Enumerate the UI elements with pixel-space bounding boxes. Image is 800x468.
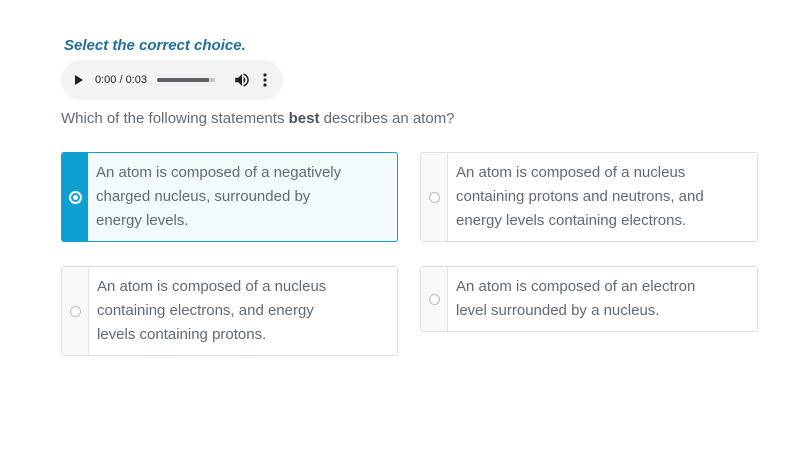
play-icon[interactable] [75,75,83,85]
choice-text-line: energy levels containing electrons. [456,212,687,229]
audio-progress-bar[interactable] [157,78,215,82]
question-suffix: describes an atom? [319,110,455,127]
choice-text [448,267,705,331]
choice-text-line: levels containing protons. [97,326,267,343]
radio-button[interactable] [70,306,81,317]
choice-option-3[interactable] [61,266,398,356]
choice-text-line: containing electrons, and energy [97,302,314,319]
radio-button[interactable] [429,192,440,203]
choice-gutter [421,267,448,331]
choice-text-line: charged nucleus, surrounded by [96,188,311,205]
choice-text-line: containing protons and neutrons, and [456,188,704,205]
choice-gutter [421,153,448,241]
choice-text-line: An atom is composed of an electron [456,278,696,295]
choice-text-line: An atom is composed of a negatively [96,164,342,181]
choice-gutter [62,153,88,241]
volume-icon[interactable] [233,71,251,89]
choice-gutter [62,267,89,355]
choice-text-line: An atom is composed of a nucleus [456,164,686,181]
choice-text [89,267,336,355]
choice-text-line: An atom is composed of a nucleus [97,278,327,295]
choice-text-line: energy levels. [96,212,189,229]
question-emphasis: best [288,110,320,127]
radio-button[interactable] [429,294,440,305]
question-prefix: Which of the following statements [61,110,289,127]
choice-option-1[interactable] [61,152,398,242]
choice-option-4[interactable] [420,266,758,332]
more-options-icon[interactable] [259,71,271,89]
question-text [61,110,455,127]
choice-text-line: level surrounded by a nucleus. [456,302,660,319]
choice-option-2[interactable] [420,152,758,242]
choice-text [448,153,714,241]
choice-text [88,153,351,241]
instruction-text: Select the correct choice. [64,37,246,54]
audio-player [61,60,283,100]
radio-button[interactable] [69,191,82,204]
audio-progress-fill [157,78,209,82]
audio-time: 0:00 / 0:03 [95,74,147,86]
